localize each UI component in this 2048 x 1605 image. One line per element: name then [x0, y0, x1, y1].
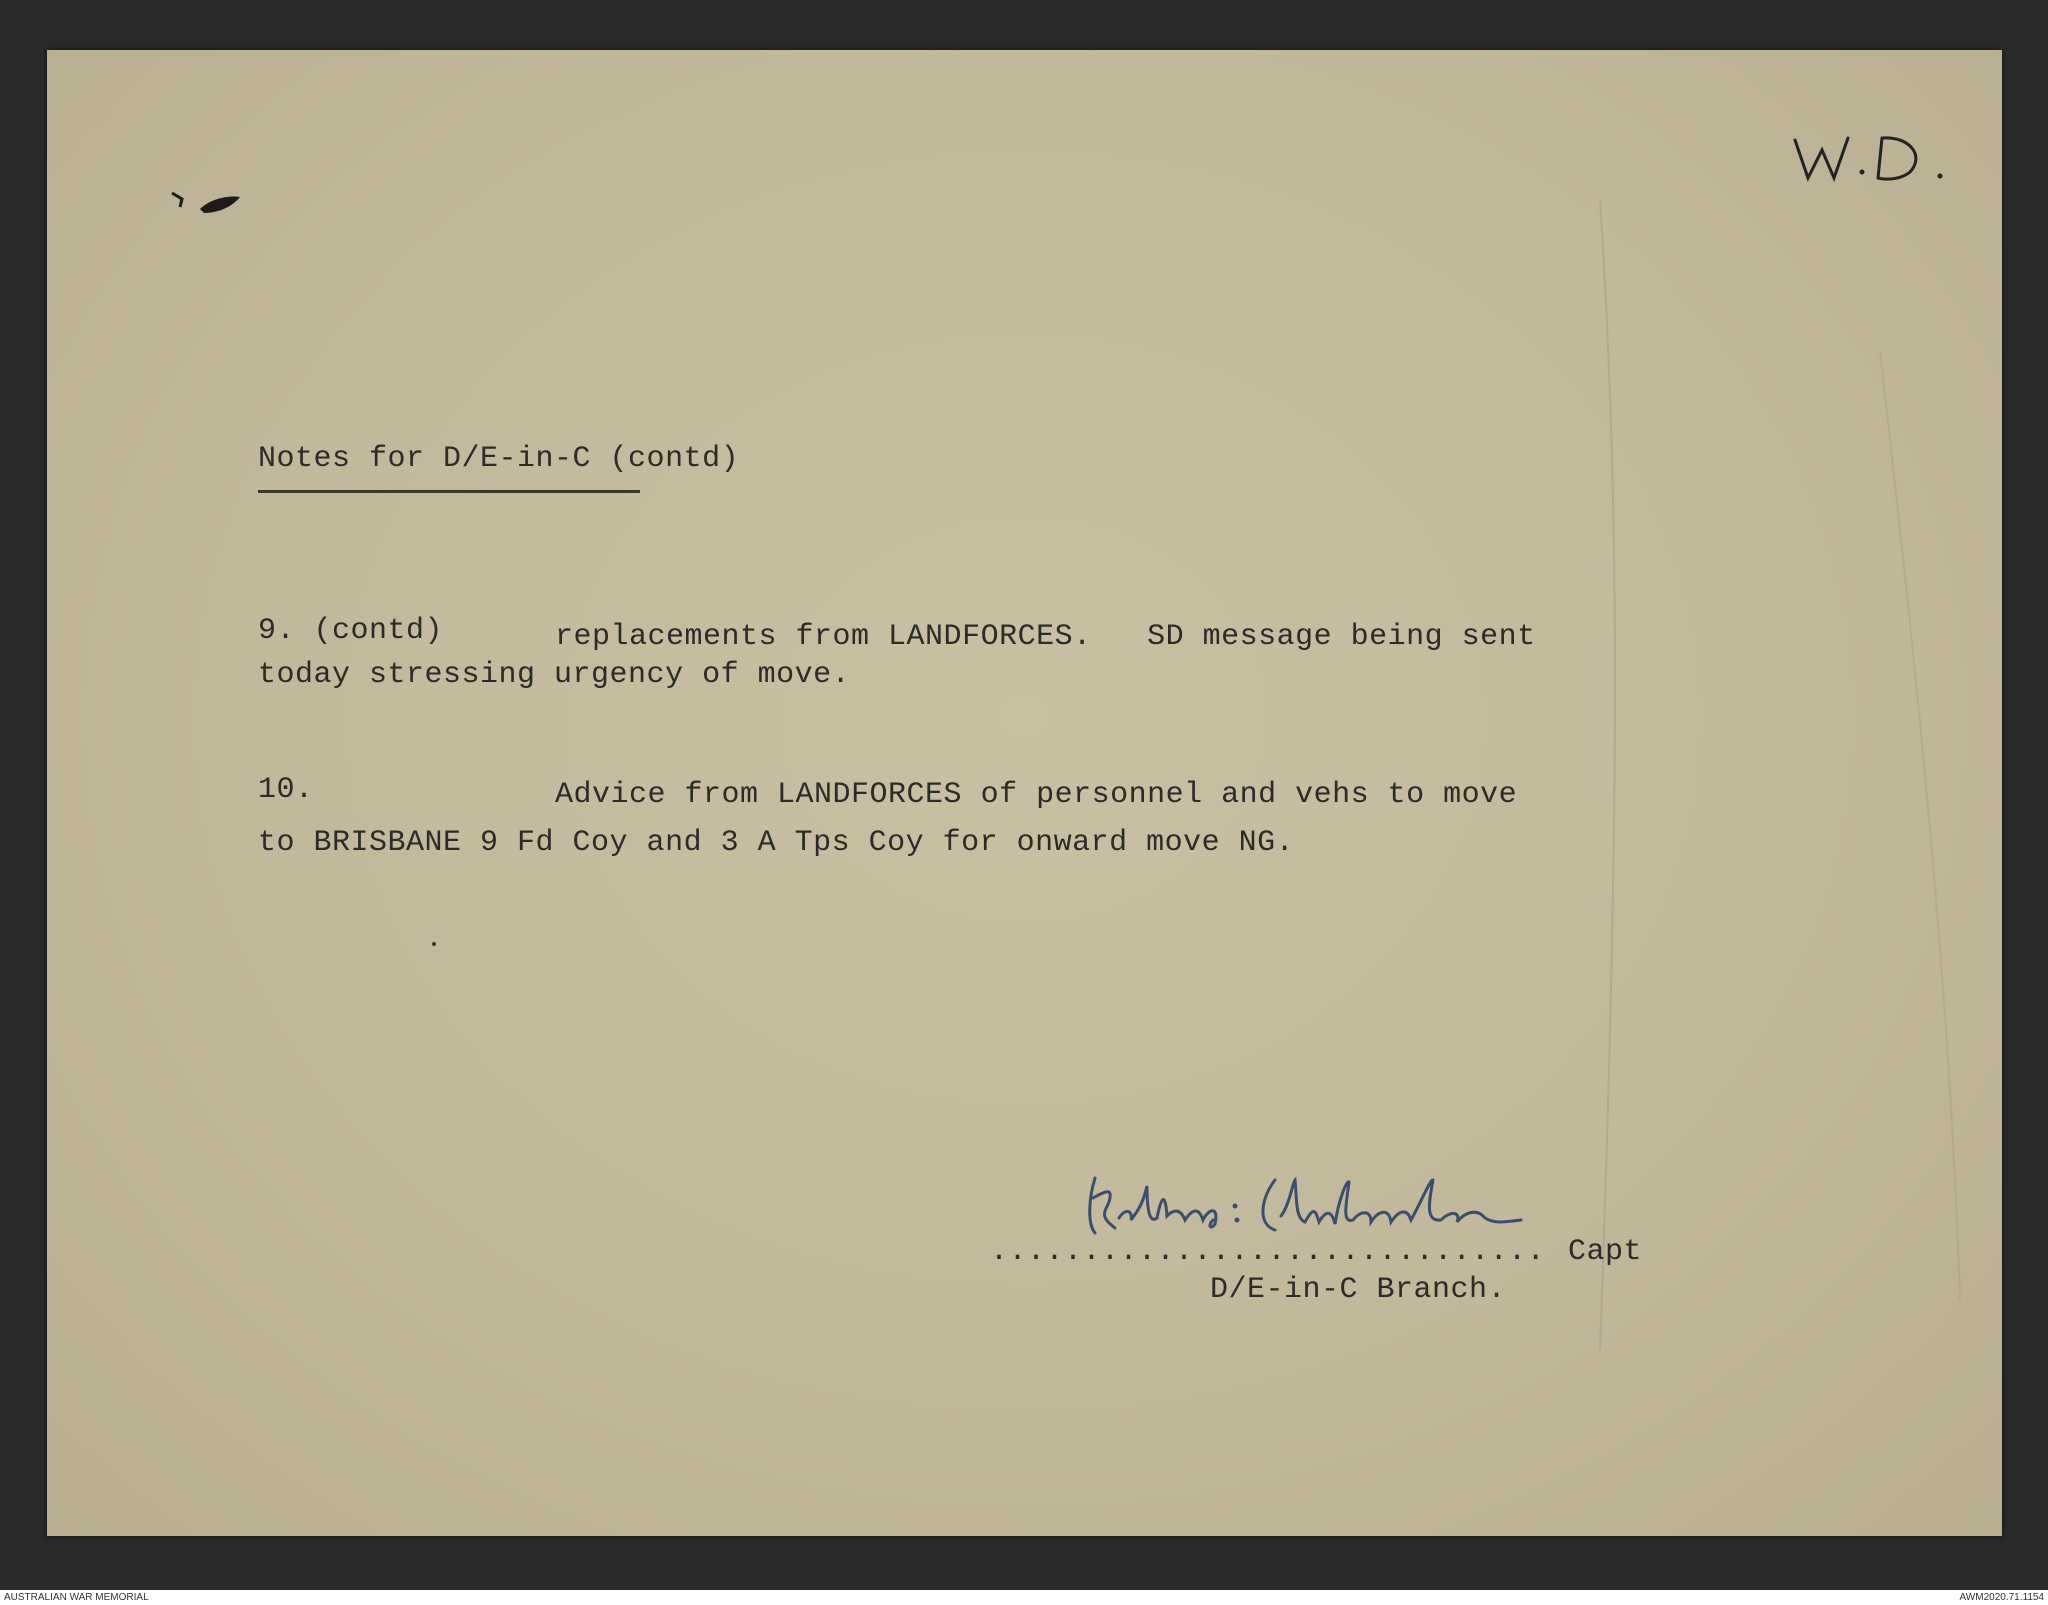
footer-bar	[0, 1590, 2048, 1605]
signatory-rank: Capt	[1568, 1235, 1643, 1269]
item-text-line: today stressing urgency of move.	[258, 658, 851, 692]
ink-blot-mark	[170, 185, 265, 235]
item-number: 9. (contd)	[258, 614, 444, 648]
item-text-line: replacements from LANDFORCES. SD message being sent	[555, 620, 1536, 654]
signatory-branch: D/E-in-C Branch.	[1210, 1273, 1507, 1307]
page-heading: Notes for D/E-in-C (contd)	[258, 442, 740, 476]
pen-mark	[432, 942, 436, 946]
handwritten-annotation	[1790, 128, 1960, 188]
heading-underline	[258, 490, 640, 493]
item-number: 10.	[258, 773, 314, 807]
footer-institution: AUSTRALIAN WAR MEMORIAL	[4, 1592, 149, 1603]
handwritten-signature	[1085, 1168, 1525, 1243]
item-text-line: Advice from LANDFORCES of personnel and vehs to move	[555, 778, 1518, 812]
paper-fold-line	[1560, 200, 1980, 1350]
item-text-line: to BRISBANE 9 Fd Coy and 3 A Tps Coy for onward move NG.	[258, 826, 1295, 860]
signature-dotted-line: ..............................	[990, 1235, 1546, 1269]
footer-accession-number: AWM2020.71.1154	[1959, 1592, 2044, 1603]
